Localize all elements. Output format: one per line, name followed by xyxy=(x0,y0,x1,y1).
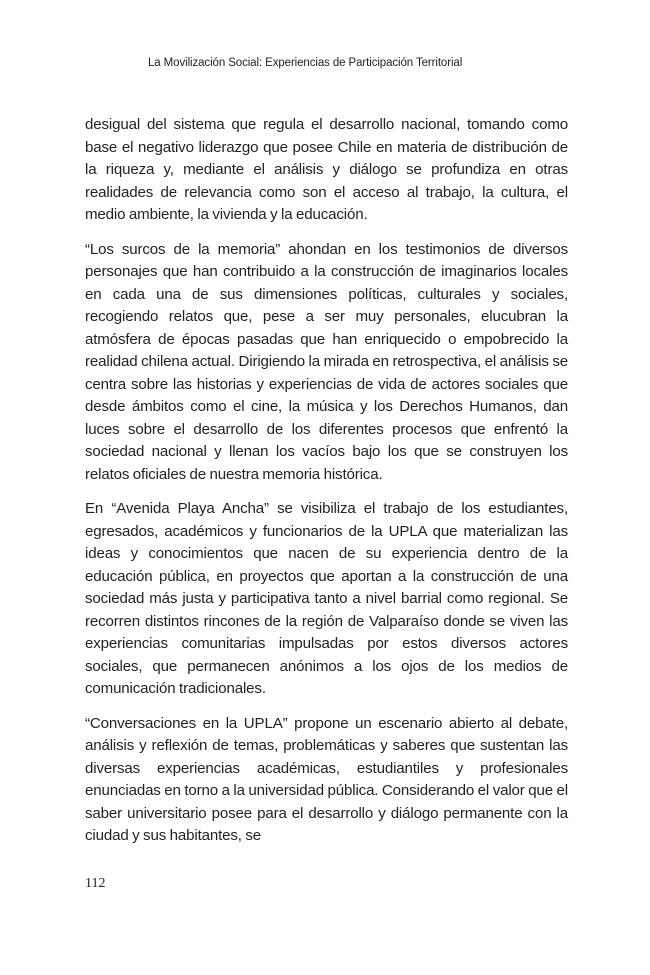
paragraph-3: En “Avenida Playa Ancha” se visibiliza el trabajo de los estudiantes, egresados, académicos y funcionarios de la UPLA que materializan las ideas y conocimientos que nacen de su experiencia dentro de la educación pública, en proyectos que aportan a la construcción de una sociedad más justa y participativa tanto a nivel barrial como regional. Se recorren distintos rincones de la región de Valparaíso donde se viven las experiencias comunitarias impulsadas por estos diversos actores sociales, que permanecen anónimos a los ojos de los medios de comunicación tradicionales. xyxy=(85,500,568,697)
paragraph-2: “Los surcos de la memoria” ahondan en los testimonios de diversos personajes que han contribuido a la construcción de imaginarios locales en cada una de sus dimensiones políticas, culturales y sociales, recogiendo relatos que, pese a ser muy personales, elucubran la atmósfera de épocas pasadas que han enriquecido o empobrecido la realidad chilena actual. Dirigiendo la mirada en retrospectiva, el análisis se centra sobre las historias y experiencias de vida de actores sociales que desde ámbitos como el cine, la música y los Derechos Humanos, dan luces sobre el desarrollo de los diferentes procesos que enfrentó la sociedad nacional y llenan los vacíos bajo los que se construyen los relatos oficiales de nuestra memoria histórica. xyxy=(85,240,568,483)
paragraph-1: desigual del sistema que regula el desarrollo nacional, tomando como base el negativo liderazgo que posee Chile en materia de distribución de la riqueza y, mediante el análisis y diálogo se profundiza en otras realidades de relevancia como son el acceso al trabajo, la cultura, el medio ambiente, la vivienda y la educación. xyxy=(85,116,568,223)
paragraph-4: “Conversaciones en la UPLA” propone un escenario abierto al debate, análisis y reflexión de temas, problemáticas y saberes que sustentan las diversas experiencias académicas, estudiantiles y profesionales enunciadas en torno a la universidad pública. Considerando el valor que el saber universitario posee para el desarrollo y diálogo permanente con la ciudad y sus habitantes, se xyxy=(85,714,568,844)
running-header: La Movilización Social: Experiencias de Participación Territorial xyxy=(148,57,463,69)
body-text xyxy=(85,114,568,860)
page-number: 112 xyxy=(85,876,106,891)
